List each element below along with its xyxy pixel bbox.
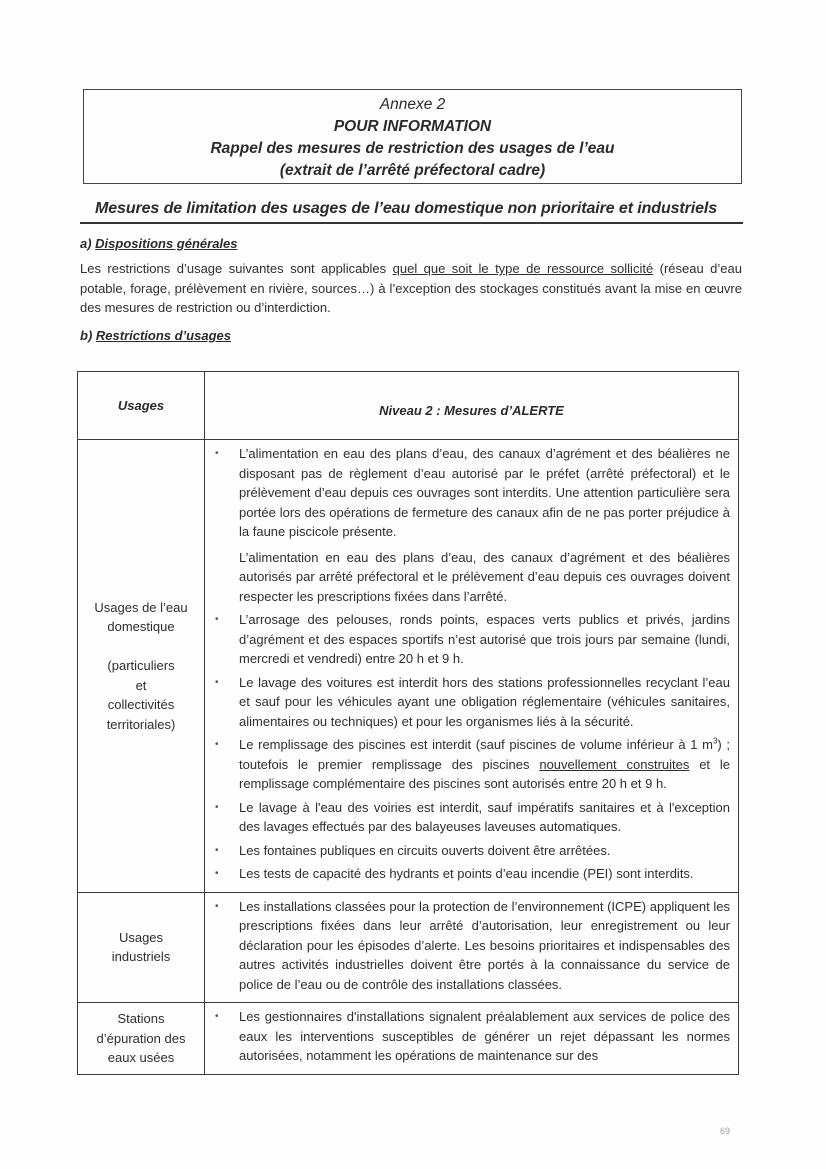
usage-line: d’épuration des: [96, 1030, 186, 1046]
measure-text: [239, 735, 730, 794]
table-row: [78, 1003, 739, 1075]
text-fragment: ) ; toutefois le premier remplissage des piscines: [239, 737, 730, 772]
measure-text: Les fontaines publiques en circuits ouverts doivent être arrêtées.: [239, 842, 611, 858]
measures-list: [213, 444, 730, 884]
measure-item: [213, 673, 730, 732]
usage-line: domestique: [107, 619, 175, 634]
usage-cell: [78, 1003, 205, 1075]
bullet-icon: •: [215, 801, 219, 813]
page-number: 69: [720, 1126, 731, 1136]
measure-item: [213, 1007, 730, 1066]
subsection-b-label: Restrictions d’usages: [95, 328, 231, 343]
measure-text: L’arrosage des pelouses, ronds points, espaces verts publics et privés, jardins d’agrément et des espaces sportifs n’est autorisé que trois jours par semaine (lundi, mercredi et vendredi) entre 20 h et 9 h.: [239, 612, 730, 666]
measure-text: Les installations classées pour la protection de l’environnement (ICPE) appliquent les prescriptions fixées dans leur arrêté d’autorisation, leur enregistrement ou leur déclaration pour les épisodes d’alerte. Les besoins prioritaires et indispensables des autres activités industrielles doivent être portés à la connaissance du service de police de l’eau ou de contrôle des installations classées.: [239, 898, 730, 992]
para-text-2: (réseau d’eau potable, forage, prélèvement en rivière, sources…) à l’exception des stockages constitués avant la mise en œuvre des mesures de restriction ou d’interdiction.: [80, 261, 742, 315]
usage-line: Usages de l’eau: [94, 599, 188, 615]
measure-item: [213, 897, 730, 995]
bullet-icon: •: [215, 676, 219, 688]
bullet-icon: •: [215, 448, 219, 459]
usage-line: [82, 637, 200, 657]
usage-line: industriels: [111, 949, 171, 965]
section-divider: [80, 222, 743, 224]
usage-line: Usages: [118, 929, 164, 945]
measure-text: L’alimentation en eau des plans d’eau, des canaux d’agrément et des béalières autorisés par arrêté préfectoral et le prélèvement d’eau depuis ces ouvrages doivent respecter les prescriptions fixées dans l’arrêté.: [239, 549, 730, 604]
text-fragment: et le remplissage complémentaire des piscines sont autorisés entre 20 h et 9 h.: [239, 756, 730, 791]
bullet-icon: •: [215, 1011, 219, 1022]
measure-text: Les tests de capacité des hydrants et points d’eau incendie (PEI) sont interdits.: [239, 866, 694, 881]
table-row: [78, 440, 739, 893]
bullet-icon: •: [215, 844, 219, 856]
annex-source: (extrait de l’arrêté préfectoral cadre): [279, 162, 546, 179]
measures-list: [213, 1007, 730, 1066]
subsection-a-prefix: a): [80, 236, 96, 251]
bullet-icon: •: [215, 739, 219, 750]
measure-text: Le lavage à l'eau des voiries est interdit, sauf impératifs sanitaires et à l'exception des lavages effectués par des balayeuses laveuses automatiques.: [239, 799, 730, 834]
usage-cell: [78, 892, 205, 1003]
annex-title-box: [83, 89, 742, 184]
para-underlined: quel que soit le type de ressource sollicité: [392, 261, 654, 276]
subsection-b-heading: [80, 328, 231, 343]
usage-line: et: [135, 677, 147, 693]
usage-cell: [78, 440, 205, 893]
measure-item: [213, 735, 730, 794]
usage-line: territoriales): [106, 716, 176, 732]
restrictions-table: [77, 371, 739, 1075]
text-fragment: Le remplissage des piscines est interdit (sauf piscines de volume inférieur à 1 m: [239, 737, 713, 752]
usage-line: (particuliers: [107, 658, 175, 673]
measures-cell: [205, 1003, 739, 1075]
measure-text: Les gestionnaires d'installations signalent préalablement aux services de police des eaux les interventions susceptibles de générer un rejet dépassant les normes autorisées, notamment les opérations de maintenance sur des: [239, 1009, 730, 1063]
measures-cell: [205, 892, 739, 1003]
general-provisions-paragraph: [80, 259, 742, 318]
measures-list: [213, 897, 730, 995]
bullet-icon: •: [215, 900, 219, 912]
table-header-row: [78, 372, 739, 440]
measure-item: [213, 798, 730, 837]
measure-item: [213, 864, 730, 884]
header-usages: Usages: [78, 372, 205, 440]
annex-subtitle: Rappel des mesures de restriction des usages de l’eau: [210, 140, 615, 157]
measures-cell: [205, 440, 739, 893]
usage-line: eaux usées: [107, 1050, 175, 1065]
para-text-1: Les restrictions d’usage suivantes sont applicables: [80, 261, 393, 276]
usage-line: Stations: [117, 1011, 165, 1026]
measure-item: [213, 841, 730, 861]
measure-text: Le lavage des voitures est interdit hors des stations professionnelles recyclant l’eau et sauf pour les véhicules ayant une obligation réglementaire (véhicules sanitaires, alimentaires ou techniques) et pour les organismes liés à la sécurité.: [239, 674, 730, 729]
header-level: Niveau 2 : Mesures d’ALERTE: [205, 372, 739, 440]
measure-text: L’alimentation en eau des plans d’eau, des canaux d’agrément et des béalières ne disposant pas de règlement d’eau autorisé par le préfet (arrêté préfectoral) et le prélèvement d’eau depuis ces ouvrages sont interdits. Une attention particulière sera portée lors des opérations de fermeture des canaux afin de ne pas porter préjudice à la faune piscicole présente.: [239, 446, 730, 539]
annex-number: Annexe 2: [379, 96, 446, 113]
bullet-icon: •: [215, 868, 219, 879]
text-fragment: 3: [712, 736, 718, 746]
subsection-a-heading: [80, 236, 238, 251]
subsection-a-label: Dispositions générales: [95, 236, 238, 251]
section-title: Mesures de limitation des usages de l’eau domestique non prioritaire et industriels: [95, 200, 718, 217]
bullet-icon: •: [215, 614, 219, 625]
measure-item: [213, 610, 730, 669]
underlined-text: nouvellement construites: [539, 756, 690, 772]
measure-item: [213, 444, 730, 606]
table-row: [78, 892, 739, 1003]
annex-info-label: POUR INFORMATION: [333, 118, 492, 135]
subsection-b-prefix: b): [80, 328, 96, 343]
usage-line: collectivités: [107, 697, 175, 712]
